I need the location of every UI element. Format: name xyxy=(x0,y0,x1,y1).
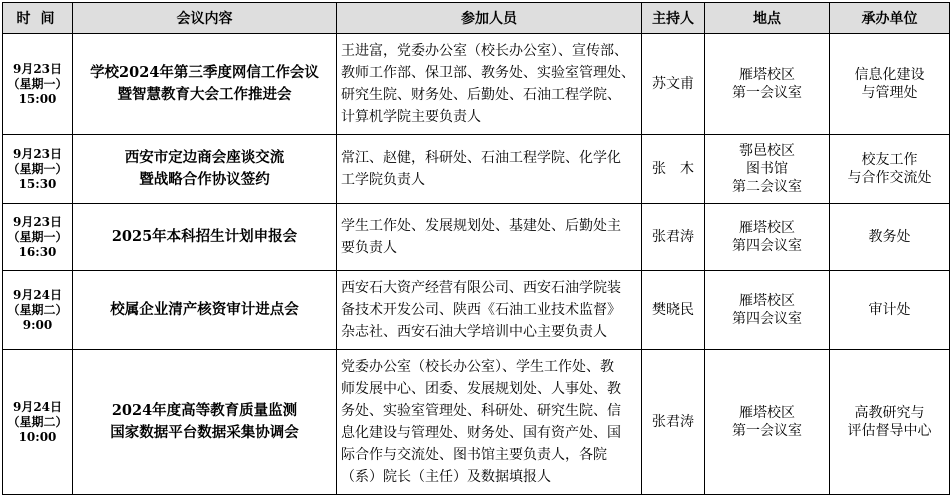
attendees-line: 计算机学院主要负责人 xyxy=(341,109,481,125)
cell-time xyxy=(3,34,73,135)
cell-org xyxy=(830,34,950,135)
attendees-line: 工学院负责人 xyxy=(341,172,425,188)
place-line: 第一会议室 xyxy=(732,85,802,101)
time-line: （星期一） xyxy=(7,161,68,176)
cell-org xyxy=(830,204,950,271)
org-line: 教务处 xyxy=(868,229,911,245)
time-line: 9月24日 xyxy=(12,399,63,414)
org-line: 高教研究与 xyxy=(854,405,925,421)
cell-host xyxy=(642,271,705,350)
attendees-line: 师发展中心、团委、发展规划处、人事处、教 xyxy=(341,381,621,397)
org-line: 与管理处 xyxy=(861,85,918,101)
place-line: 鄠邑校区 xyxy=(739,143,795,159)
cell-host xyxy=(642,204,705,271)
cell-topic xyxy=(73,350,337,495)
attendees-line: 际合作与交流处、图书馆主要负责人，各院 xyxy=(341,447,607,463)
header-row xyxy=(3,3,950,34)
table-row xyxy=(3,34,950,135)
cell-host xyxy=(642,34,705,135)
header-attendees: 参加人员 xyxy=(337,3,642,34)
cell-attendees xyxy=(337,271,642,350)
place-line: 图书馆 xyxy=(746,161,788,177)
topic-line: 2024年度高等教育质量监测 xyxy=(111,402,298,419)
host-line: 樊晓民 xyxy=(652,302,694,318)
cell-time xyxy=(3,204,73,271)
time-line: （星期二） xyxy=(7,302,68,317)
place-line: 雁塔校区 xyxy=(739,293,795,309)
org-line: 校友工作 xyxy=(861,152,918,168)
attendees-line: 杂志社、西安石油大学培训中心主要负责人 xyxy=(341,324,607,340)
place-line: 雁塔校区 xyxy=(739,67,795,83)
time-line: 15:00 xyxy=(18,91,57,106)
time-line: 9月23日 xyxy=(12,214,63,229)
topic-line: 暨智慧教育大会工作推进会 xyxy=(117,86,292,103)
table-row xyxy=(3,271,950,350)
cell-host xyxy=(642,135,705,204)
topic-line: 西安市定边商会座谈交流 xyxy=(124,149,285,166)
time-line: （星期二） xyxy=(7,414,68,429)
meeting-schedule-table xyxy=(2,2,950,495)
place-line: 雁塔校区 xyxy=(739,405,795,421)
host-line: 张 木 xyxy=(652,161,694,177)
topic-line: 国家数据平台数据采集协调会 xyxy=(110,424,299,441)
attendees-line: 要负责人 xyxy=(341,240,397,256)
attendees-line: 务处、实验室管理处、科研处、研究生院、信 xyxy=(341,403,621,419)
cell-topic xyxy=(73,271,337,350)
org-line: 审计处 xyxy=(868,302,911,318)
host-line: 张君涛 xyxy=(652,229,694,245)
attendees-line: 学生工作处、发展规划处、基建处、后勤处主 xyxy=(341,218,621,234)
time-line: （星期一） xyxy=(7,76,68,91)
cell-topic xyxy=(73,34,337,135)
header-host: 主持人 xyxy=(642,3,705,34)
table-row xyxy=(3,135,950,204)
attendees-line: 息化建设与管理处、财务处、国有资产处、国 xyxy=(341,425,621,441)
table-row xyxy=(3,350,950,495)
time-line: 9月23日 xyxy=(12,61,63,76)
cell-attendees xyxy=(337,204,642,271)
attendees-line: 研究生院、财务处、后勤处、石油工程学院、 xyxy=(341,87,621,103)
cell-topic xyxy=(73,204,337,271)
cell-place xyxy=(705,135,830,204)
place-line: 第二会议室 xyxy=(732,179,802,195)
time-line: 9月23日 xyxy=(12,146,63,161)
cell-host xyxy=(642,350,705,495)
table-body xyxy=(3,34,950,495)
org-line: 与合作交流处 xyxy=(847,170,932,186)
cell-place xyxy=(705,204,830,271)
attendees-line: 王进富，党委办公室（校长办公室）、宣传部、 xyxy=(341,43,628,59)
cell-org xyxy=(830,350,950,495)
time-line: 16:30 xyxy=(18,244,57,259)
cell-attendees xyxy=(337,350,642,495)
topic-line: 校属企业清产核资审计进点会 xyxy=(110,301,299,318)
attendees-line: 党委办公室（校长办公室）、学生工作处、教 xyxy=(341,359,614,375)
host-line: 苏文甫 xyxy=(652,76,694,92)
org-line: 信息化建设 xyxy=(854,67,925,83)
attendees-line: 备技术开发公司、陕西《石油工业技术监督》 xyxy=(341,302,621,318)
cell-time xyxy=(3,350,73,495)
topic-line: 2025年本科招生计划申报会 xyxy=(111,228,298,245)
table-row xyxy=(3,204,950,271)
cell-topic xyxy=(73,135,337,204)
cell-org xyxy=(830,271,950,350)
cell-place xyxy=(705,271,830,350)
time-line: 10:00 xyxy=(18,429,57,444)
header-topic: 会议内容 xyxy=(73,3,337,34)
time-line: 9:00 xyxy=(22,317,53,332)
cell-time xyxy=(3,135,73,204)
time-line: （星期一） xyxy=(7,229,68,244)
org-line: 评估督导中心 xyxy=(847,423,932,439)
attendees-line: 常江、赵健，科研处、石油工程学院、化学化 xyxy=(341,150,621,166)
place-line: 第四会议室 xyxy=(732,311,802,327)
time-line: 9月24日 xyxy=(12,287,63,302)
cell-place xyxy=(705,34,830,135)
header-org: 承办单位 xyxy=(830,3,950,34)
time-line: 15:30 xyxy=(18,176,57,191)
attendees-line: （系）院长（主任）及数据填报人 xyxy=(341,469,551,485)
place-line: 第一会议室 xyxy=(732,423,802,439)
header-time: 时间 xyxy=(3,3,73,34)
header-place: 地点 xyxy=(705,3,830,34)
topic-line: 学校2024年第三季度网信工作会议 xyxy=(90,64,319,81)
place-line: 雁塔校区 xyxy=(739,220,795,236)
attendees-line: 西安石大资产经营有限公司、西安石油学院装 xyxy=(341,280,621,296)
place-line: 第四会议室 xyxy=(732,238,802,254)
topic-line: 暨战略合作协议签约 xyxy=(139,171,270,188)
attendees-line: 教师工作部、保卫部、教务处、实验室管理处、 xyxy=(341,65,635,81)
cell-time xyxy=(3,271,73,350)
cell-attendees xyxy=(337,34,642,135)
table-header xyxy=(3,3,950,34)
cell-place xyxy=(705,350,830,495)
cell-org xyxy=(830,135,950,204)
cell-attendees xyxy=(337,135,642,204)
host-line: 张君涛 xyxy=(652,414,694,430)
